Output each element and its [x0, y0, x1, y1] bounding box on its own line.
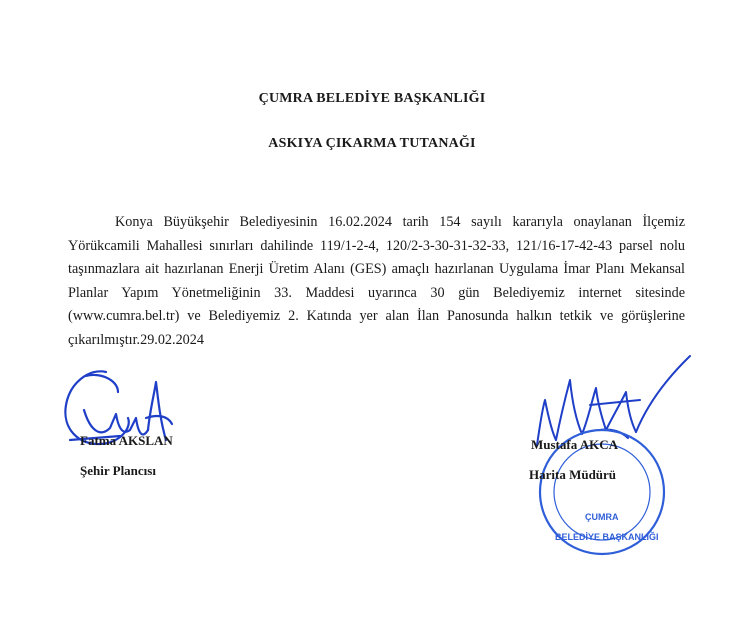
document-subtitle: ASKIYA ÇIKARMA TUTANAĞI: [268, 136, 476, 151]
left-signatory-title: Şehir Plancısı: [80, 463, 156, 478]
stamp-text-bottom: BELEDİYE BAŞKANLIĞI: [555, 532, 659, 542]
right-signatory-title: Harita Müdürü: [529, 467, 617, 482]
body-paragraph: Konya Büyükşehir Belediyesinin 16.02.2024 tarih 154 sayılı kararıyla onaylanan İlçemiz Yörükcamili Mahallesi sınırları dahilinde 119/1-2-4, 120/2-3-30-31-32-33, 121/16-17-42-43 parsel nolu taşınmazlara ait hazırlanan Enerji Üretim Alanı (GES) amaçlı hazırlanan Uygulama İmar Planı Mekansal Planlar Yapım Yönetmeliğinin 33. Maddesi uyarınca 30 gün Belediyemiz internet sitesinde (www.cumra.bel.tr) ve Belediyemiz 2. Katında yer alan İlan Panosunda halkın tetkik ve görüşlerine çıkarılmıştır.29.02.2024: [68, 214, 685, 348]
institution-title: ÇUMRA BELEDİYE BAŞKANLIĞI: [258, 91, 486, 106]
right-signatory-name: Mustafa AKCA: [531, 437, 619, 452]
left-signatory-name: Fatma AKSLAN: [80, 433, 173, 448]
stamp-text-top: ÇUMRA: [585, 512, 619, 522]
